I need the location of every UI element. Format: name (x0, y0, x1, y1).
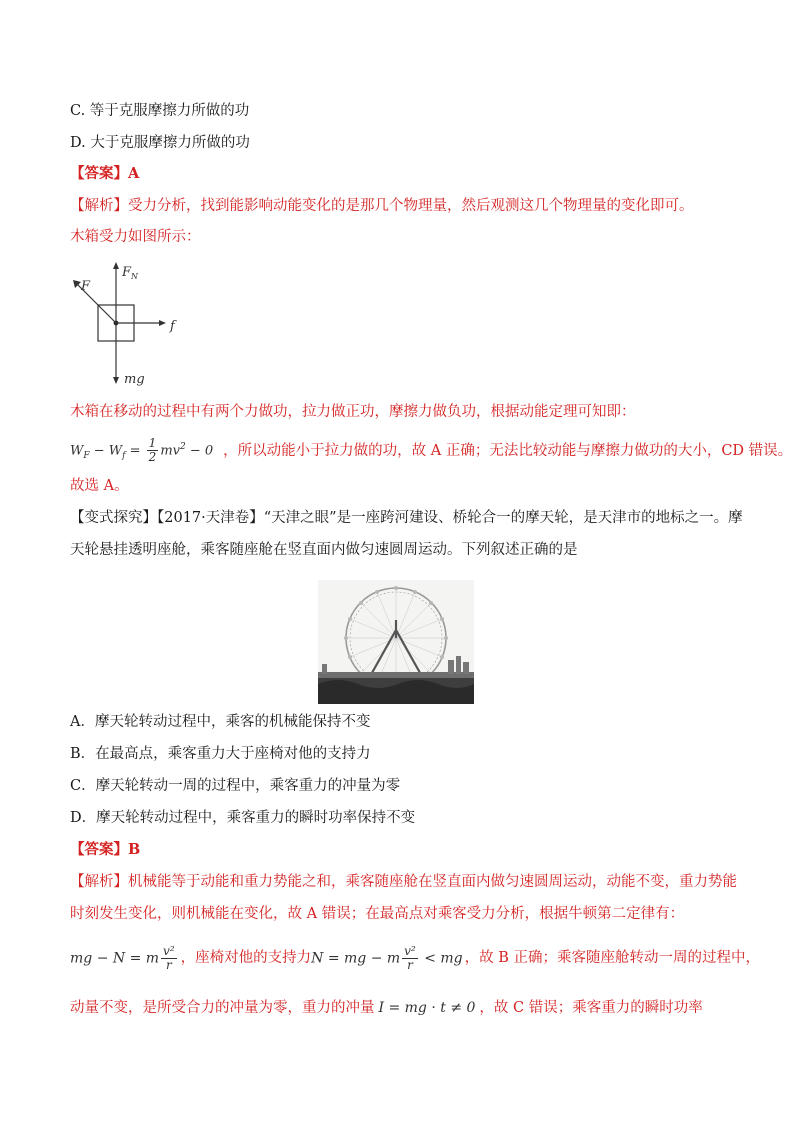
analysis-2-mid: ，座椅对他的支持力 (180, 950, 312, 966)
option-d-prev: D. 大于克服摩擦力所做的功 (70, 135, 250, 151)
analysis-2-line-2: 时刻发生变化，则机械能在变化，故 A 错误；在最高点对乘客受力分析，根据牛顿第二定律有： (70, 906, 685, 922)
analysis-1-line-1: 【解析】受力分析，找到能影响动能变化的是那几个物理量，然后观测这几个物理量的变化即可。 (70, 198, 694, 214)
label-mg: mg (124, 372, 145, 387)
analysis-2-line-4-a: 动量不变，是所受合力的冲量为零，重力的冲量 (70, 1000, 375, 1016)
label-f: f (170, 319, 175, 334)
option-c: C．摩天轮转动一周的过程中，乘客重力的冲量为零 (70, 778, 401, 794)
analysis-2-line-4-b: ，故 C 错误；乘客重力的瞬时功率 (479, 1000, 703, 1016)
label-F: F (81, 279, 91, 294)
analysis-1-line-3: 木箱在移动的过程中有两个力做功，拉力做正功，摩擦力做负功，根据动能定理可知即： (70, 404, 636, 420)
ferris-wheel-photo (318, 580, 474, 704)
analysis-2-line-1: 【解析】机械能等于动能和重力势能之和，乘客随座舱在竖直面内做匀速圆周运动，动能不变，重力势能 (70, 874, 737, 890)
analysis-2-line-4 (70, 996, 703, 1020)
answer-label-1: 【答案】A (70, 165, 140, 182)
support-force-formula: N = mg − m $\frac{\text{v²}}{r}$ < mg (311, 943, 463, 972)
newton-formula: mg − N = m $\frac{\text{v²}}{r}$ (70, 943, 175, 972)
analysis-2-line-3 (70, 938, 760, 978)
question-2-line-1: 【变式探究】【2017·天津卷】“天津之眼”是一座跨河建设、桥轮合一的摩天轮，是天津市的地标之一。摩 (70, 510, 743, 526)
option-a: A．摩天轮转动过程中，乘客的机械能保持不变 (70, 714, 371, 730)
option-b: B．在最高点，乘客重力大于座椅对他的支持力 (70, 746, 371, 762)
impulse-formula: I = mg · t ≠ 0 (378, 1000, 476, 1016)
answer-label-2: 【答案】B (70, 841, 141, 858)
option-d: D．摩天轮转动过程中，乘客重力的瞬时功率保持不变 (70, 810, 416, 826)
label-FN: $F_N$ (122, 265, 139, 281)
question-2-line-2: 天轮悬挂透明座舱，乘客随座舱在竖直面内做匀速圆周运动。下列叙述正确的是 (70, 542, 578, 558)
analysis-2-tail: ，故 B 正确；乘客随座舱转动一周的过程中， (464, 950, 760, 966)
analysis-1-formula-line (70, 434, 792, 468)
work-energy-formula: $W_F - W_f$ = $\frac{1}{2}$ $mv^2 - 0$ (70, 435, 214, 464)
analysis-1-line-2: 木箱受力如图所示： (70, 229, 201, 245)
option-c-prev: C. 等于克服摩擦力所做的功 (70, 103, 250, 119)
analysis-1-formula-tail: ，所以动能小于拉力做的功，故 A 正确；无法比较动能与摩擦力做功的大小，CD 错误。 (223, 443, 793, 459)
force-diagram (64, 258, 194, 388)
analysis-1-conclusion: 故选 A。 (70, 478, 129, 494)
